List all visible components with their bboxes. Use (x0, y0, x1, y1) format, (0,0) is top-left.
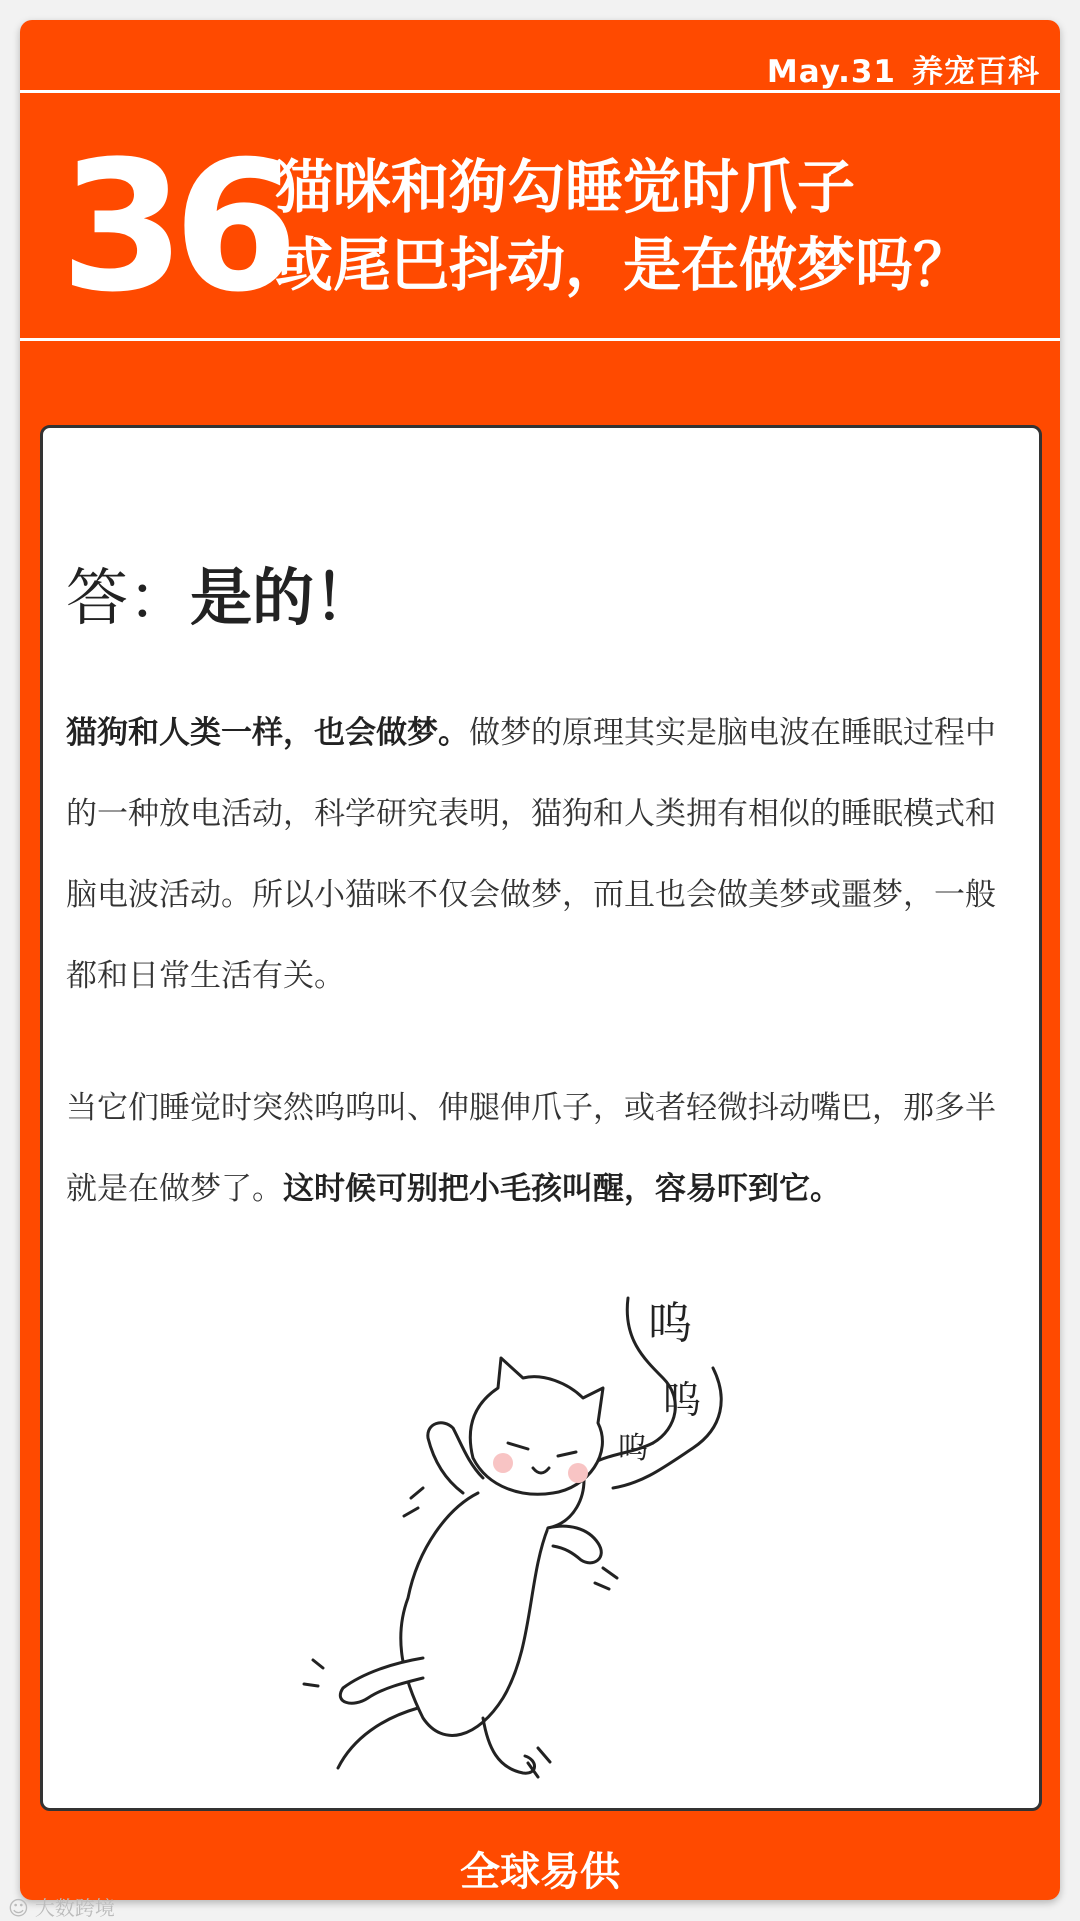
footer-brand: 全球易供 (460, 1849, 620, 1895)
bottom-divider (20, 338, 1060, 341)
paragraph-2-text: 当它们睡觉时突然呜呜叫、伸腿伸爪子，或者轻微抖动嘴巴，那多半就是在做梦了。 (66, 1090, 996, 1207)
top-divider (20, 90, 1060, 93)
paragraph-1 (66, 693, 1016, 1017)
content-card (40, 425, 1042, 1811)
answer-heading (66, 548, 376, 637)
twitch-mark (404, 1488, 423, 1516)
poster-frame (20, 20, 1060, 1900)
headline-line-1: 猫咪和狗勾睡觉时爪子 (275, 153, 856, 221)
twitch-mark (304, 1660, 323, 1686)
date-label: May.31 (766, 54, 896, 90)
headline-line-2: 或尾巴抖动，是在做梦吗？ (275, 231, 972, 299)
cat-blush (493, 1453, 513, 1473)
watermark-text: 大数跨境 (34, 1896, 115, 1920)
sound-text-2: 呜 (663, 1378, 702, 1422)
answer-value: 是的！ (190, 561, 377, 634)
paragraph-2 (66, 1068, 1016, 1230)
dreaming-cat-illustration (283, 1278, 803, 1798)
category-label: 养宠百科 (912, 54, 1040, 90)
sound-text-1: 呜 (648, 1298, 692, 1349)
cat-blush (568, 1463, 588, 1483)
cat-right-paw (548, 1526, 601, 1563)
sound-text-3: 呜 (618, 1431, 648, 1466)
paragraph-2-bold: 这时候可别把小毛孩叫醒，容易吓到它。 (283, 1171, 841, 1207)
date-category-line (767, 46, 1040, 91)
watermark-logo-icon: ☺ (8, 1896, 29, 1920)
cat-back-leg (340, 1658, 423, 1703)
twitch-mark (595, 1568, 617, 1589)
paragraph-1-bold: 猫狗和人类一样，也会做梦。 (66, 715, 469, 751)
watermark (8, 1892, 115, 1921)
issue-number: 36 (60, 123, 287, 332)
paragraph-1-text: 做梦的原理其实是脑电波在睡眠过程中的一种放电活动，科学研究表明，猫狗和人类拥有相似的睡眠模式和脑电波活动。所以小猫咪不仅会做梦，而且也会做美梦或噩梦，一般都和日常生活有关。 (66, 715, 996, 994)
answer-label: 答： (66, 561, 191, 634)
cat-lower-leg (483, 1718, 535, 1773)
headline (275, 148, 1045, 304)
cat-tail (338, 1708, 418, 1768)
